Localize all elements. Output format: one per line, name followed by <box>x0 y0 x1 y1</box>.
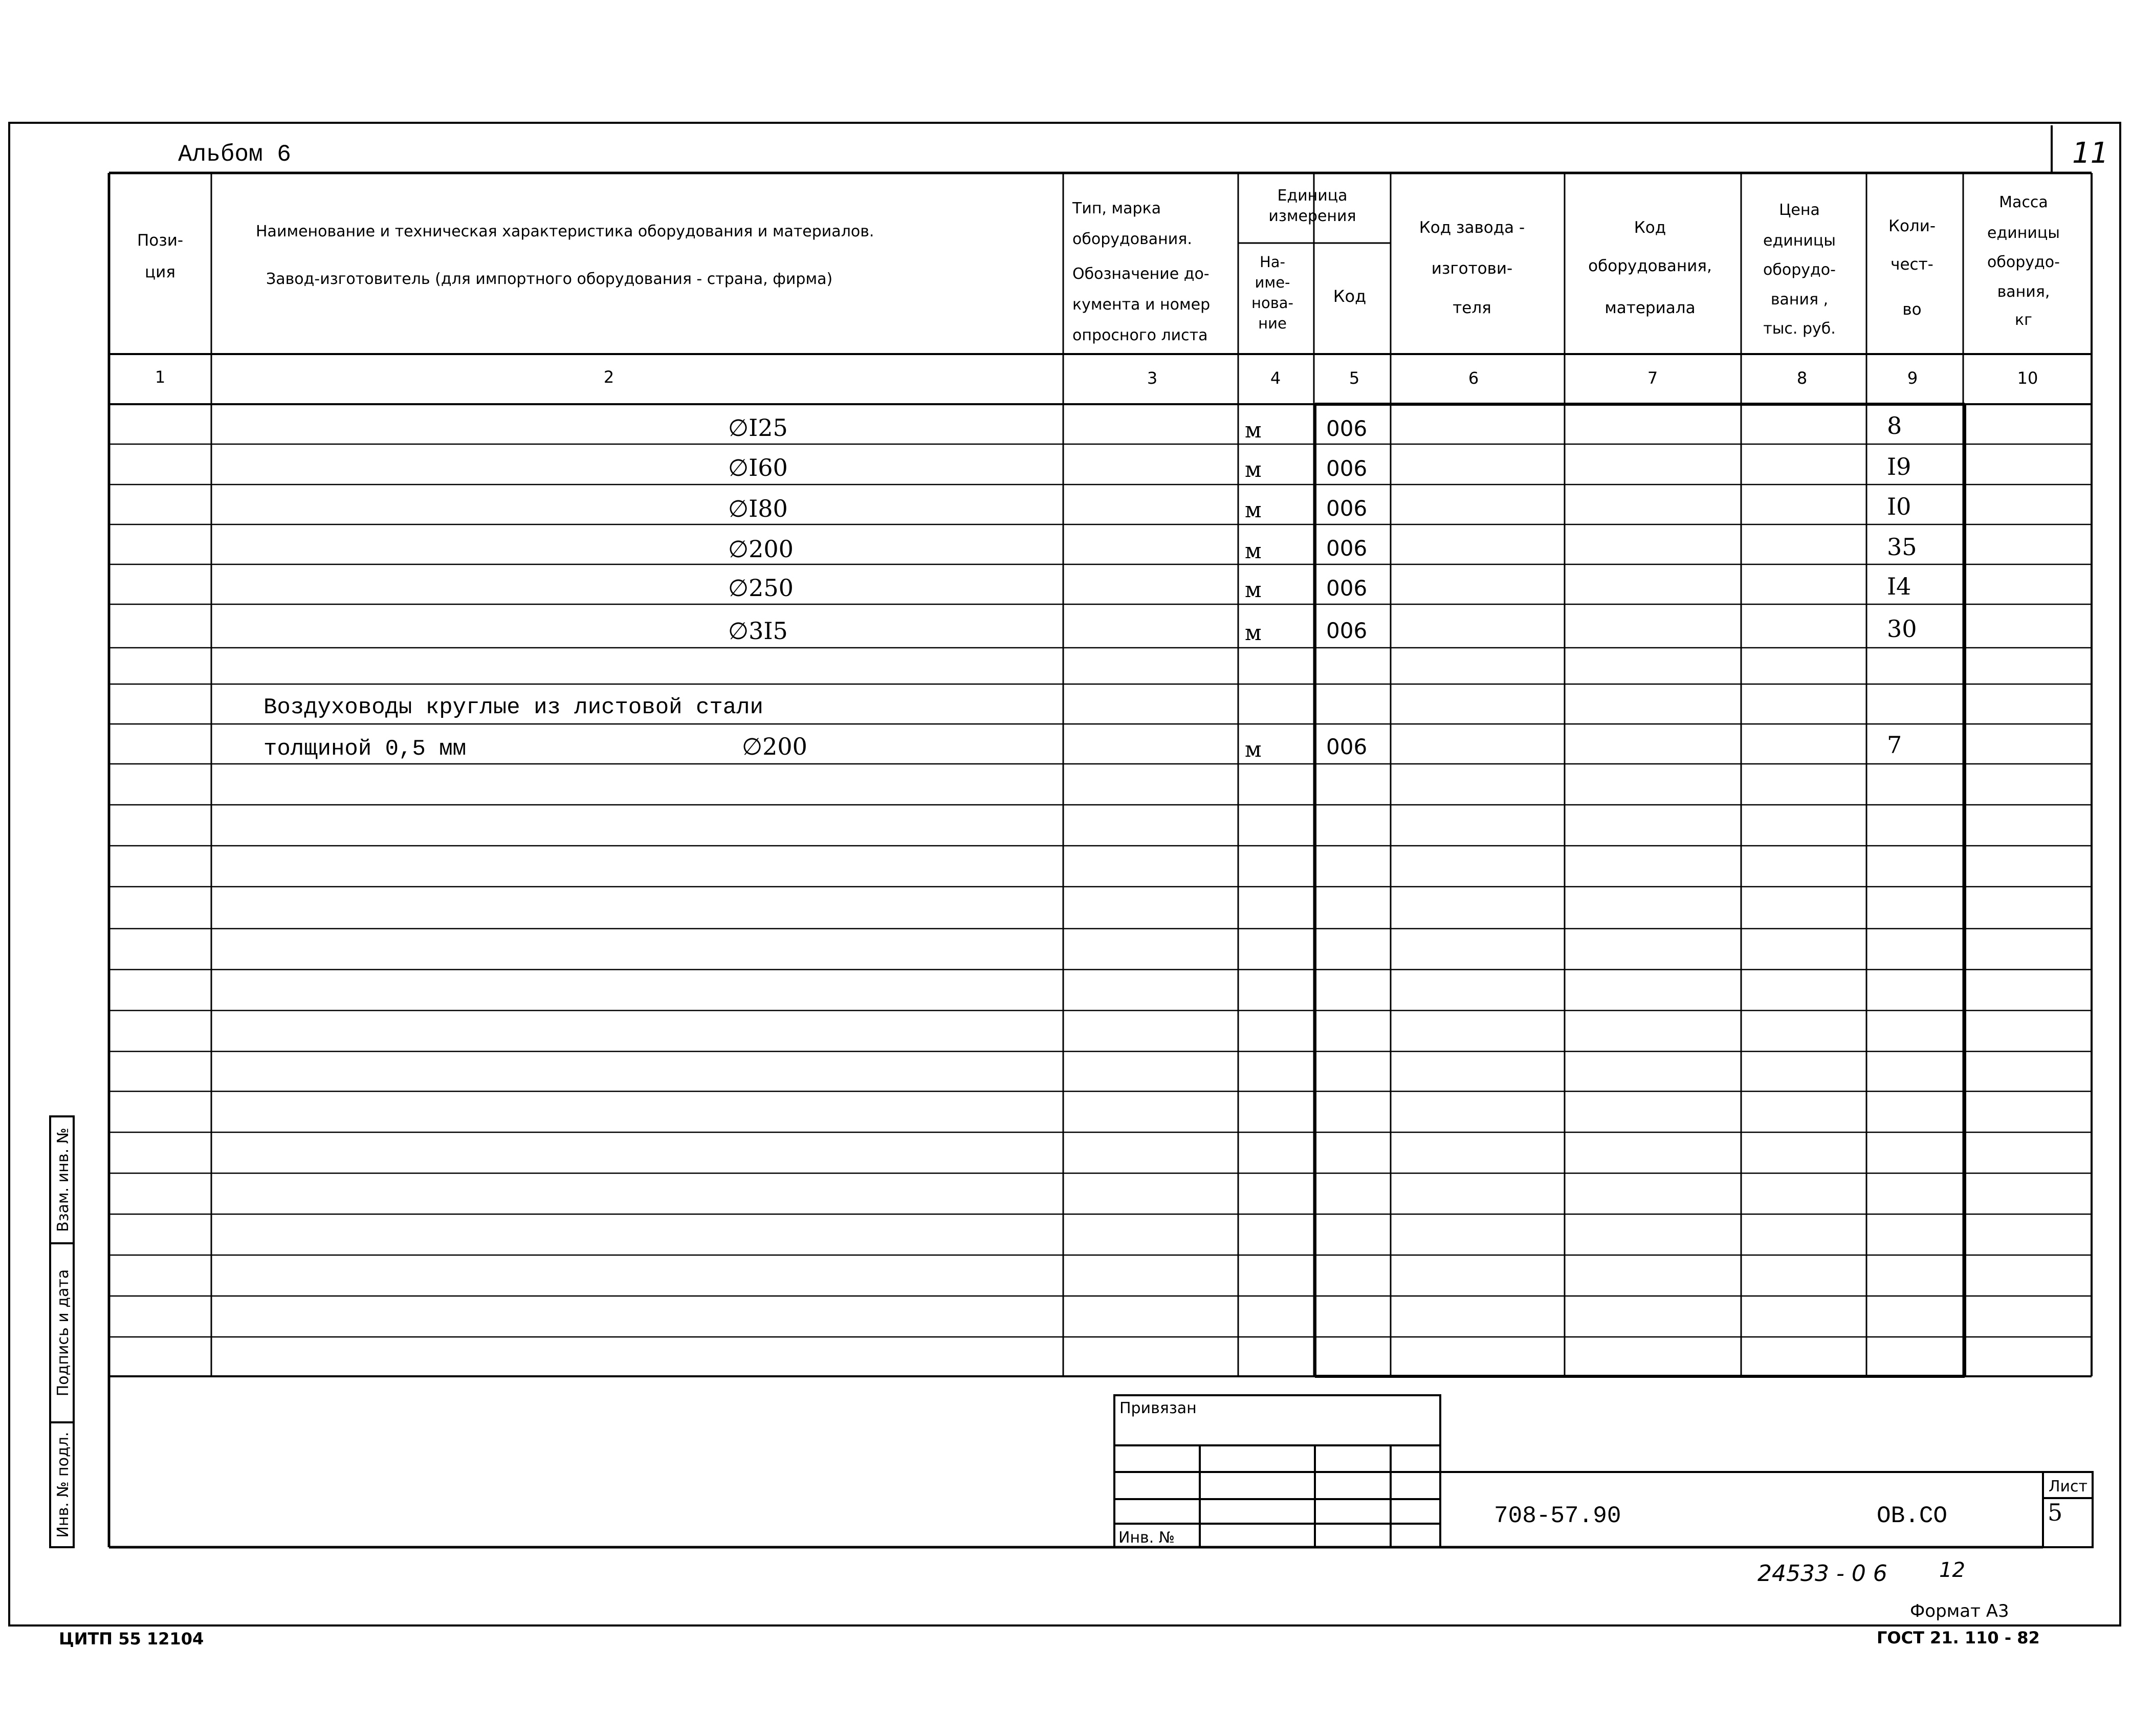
gost-reference: ГОСТ 21. 110 - 82 <box>1877 1628 2040 1647</box>
header-unit-group: Единица измерения <box>1268 187 1356 225</box>
paper-format: Формат А3 <box>1910 1601 2009 1621</box>
quantity-cell: 8 <box>1887 412 1902 440</box>
header-equipment-code: Код оборудования, материала <box>1588 218 1712 317</box>
unit-cell: м <box>1245 577 1262 602</box>
quantity-cell: I4 <box>1887 573 1911 600</box>
unit-cell: м <box>1245 417 1262 443</box>
item-title: Воздуховоды круглые из листовой стали <box>263 695 763 720</box>
sheet-number: 5 <box>2048 1499 2063 1526</box>
table-header <box>137 187 2060 344</box>
unit-cell: м <box>1245 620 1262 645</box>
header-price: Цена единицы оборудо-вания , тыс. руб. <box>1763 201 1836 338</box>
quantity-cell: I0 <box>1887 493 1911 520</box>
table-body <box>263 412 1917 762</box>
table-row <box>728 615 1917 645</box>
item-subtitle: толщиной 0,5 мм <box>263 736 467 762</box>
diameter-cell: ∅200 <box>728 535 794 563</box>
archive-number: 24533 - 0 6 <box>1757 1561 1887 1587</box>
header-unit-code: Код <box>1333 287 1367 306</box>
stamp-linked-label: Привязан <box>1119 1399 1197 1417</box>
code-cell: 006 <box>1326 576 1368 601</box>
column-number: 5 <box>1349 368 1360 388</box>
diameter-cell: ∅3I5 <box>728 617 788 645</box>
header-quantity: Коли-чест-во <box>1888 217 1936 319</box>
column-number: 3 <box>1147 368 1158 388</box>
diameter-icon: ∅ <box>728 574 749 602</box>
diameter-icon: ∅ <box>728 617 749 645</box>
header-factory-code: Код завода -изготови-теля <box>1419 218 1525 317</box>
diameter-icon: ∅ <box>728 535 749 563</box>
document-code: 708-57.90 <box>1494 1503 1621 1529</box>
header-mass: Масса единицы оборудо-вания, кг <box>1987 193 2060 329</box>
header-type: Тип, марка оборудования. Обозначение до-кумента и номер опросного листа <box>1072 200 1211 344</box>
quantity-cell: I9 <box>1887 453 1911 480</box>
quantity-cell: 7 <box>1887 731 1902 759</box>
table-row <box>728 573 1911 602</box>
quantity-cell: 35 <box>1887 533 1917 561</box>
code-cell: 006 <box>1326 618 1368 643</box>
table-row <box>728 533 1917 563</box>
column-number: 6 <box>1468 368 1479 388</box>
code-cell: 006 <box>1326 416 1368 441</box>
table-grid <box>109 173 2092 1547</box>
diameter-icon: ∅ <box>728 454 749 481</box>
code-cell: 006 <box>1326 456 1368 481</box>
unit-cell: м <box>1245 457 1262 482</box>
header-unit-name: На-име-нова-ние <box>1251 253 1294 332</box>
diameter-icon: ∅ <box>728 414 749 442</box>
page-mark: 11 <box>2072 137 2109 170</box>
table-row <box>728 493 1911 522</box>
column-number: 8 <box>1796 368 1808 388</box>
footer-left-code: ЦИТП 55 12104 <box>59 1629 204 1649</box>
stamp-inventory-label: Инв. № <box>1118 1529 1175 1547</box>
header-name: Наименование и техническая характеристика оборудования и материалов. Завод-изготовитель (для импортного оборудования - страна, фирма) <box>256 223 874 288</box>
unit-cell: м <box>1245 737 1262 762</box>
code-cell: 006 <box>1326 496 1368 521</box>
diameter-icon: ∅ <box>742 733 763 760</box>
side-label-original-inventory: Инв. № подл. <box>54 1432 72 1538</box>
table-row <box>263 731 1902 762</box>
code-cell: 006 <box>1326 734 1368 759</box>
sheet-border <box>9 123 2120 1625</box>
side-label-replaced-inventory: Взам. инв. № <box>54 1128 72 1232</box>
table-row <box>728 453 1911 482</box>
sheet-label: Лист <box>2049 1478 2088 1496</box>
diameter-cell: ∅200 <box>742 733 807 760</box>
handwritten-page: 12 <box>1939 1558 1965 1582</box>
column-numbers <box>155 367 2038 388</box>
diameter-cell: ∅250 <box>728 574 794 602</box>
code-cell: 006 <box>1326 536 1368 561</box>
diameter-icon: ∅ <box>728 495 749 522</box>
album-title: Альбом 6 <box>178 141 291 168</box>
unit-cell: м <box>1245 538 1262 563</box>
diameter-cell: ∅I80 <box>728 495 788 522</box>
side-stamp <box>50 1116 74 1547</box>
column-number: 2 <box>603 367 614 387</box>
diameter-cell: ∅I25 <box>728 414 788 442</box>
column-number: 10 <box>2017 368 2038 388</box>
section-code: ОВ.СО <box>1877 1503 1948 1529</box>
column-number: 9 <box>1907 368 1918 388</box>
column-number: 4 <box>1270 368 1281 388</box>
header-position: Пози-ция <box>137 231 184 281</box>
column-number: 7 <box>1647 368 1658 388</box>
side-label-signature-date: Подпись и дата <box>54 1269 72 1397</box>
quantity-cell: 30 <box>1887 615 1917 643</box>
column-number: 1 <box>155 367 166 387</box>
unit-cell: м <box>1245 497 1262 522</box>
title-block <box>1114 1395 2093 1547</box>
diameter-cell: ∅I60 <box>728 454 788 481</box>
